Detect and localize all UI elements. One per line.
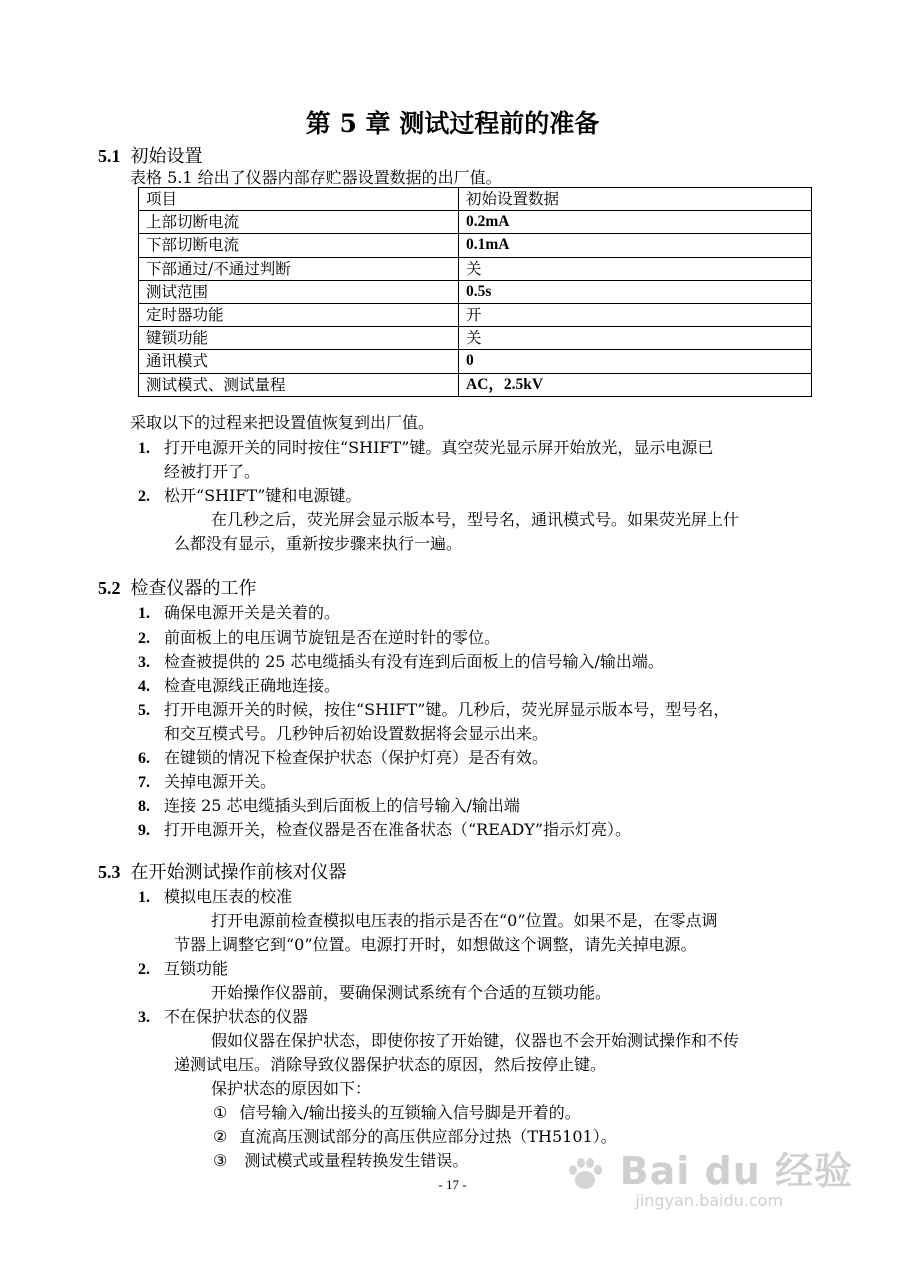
item-number: 2.	[138, 630, 150, 647]
table-header-cell: 初始设置数据	[459, 188, 812, 211]
watermark-url: jingyan.baidu.com	[635, 1191, 784, 1210]
section-number: 5.2	[98, 578, 121, 598]
table-cell: AC，2.5kV	[459, 373, 812, 396]
list-item	[138, 435, 713, 458]
list-item	[138, 697, 729, 720]
item-text: 打开电源开关，检查仪器是否在准备状态（“READY”指示灯亮）。	[164, 820, 632, 839]
table-header-cell: 项目	[139, 188, 459, 211]
table-row	[139, 373, 812, 396]
paw-icon	[565, 1156, 605, 1192]
table-row	[139, 211, 812, 234]
list-item	[138, 956, 228, 979]
table-cell: 上部切断电流	[139, 211, 459, 234]
section-number: 5.3	[98, 862, 121, 882]
note-paragraph: 在几秒之后，荧光屏会显示版本号，型号名，通讯模式号。如果荧光屏上什	[211, 510, 740, 529]
item-number: 4.	[138, 678, 150, 695]
reason-text: 信号输入/输出接头的互锁输入信号脚是开着的。	[239, 1103, 581, 1122]
item-text: 互锁功能	[164, 959, 229, 978]
section-5-2-heading	[98, 574, 257, 600]
reason-item	[213, 1124, 617, 1147]
table-cell: 0	[459, 350, 812, 373]
list-item	[138, 745, 548, 768]
item-text: 模拟电压表的校准	[164, 887, 293, 906]
note-paragraph: 保护状态的原因如下：	[211, 1079, 372, 1098]
list-item	[138, 673, 340, 696]
item-continuation: 和交互模式号。几秒钟后初始设置数据将会显示出来。	[164, 724, 549, 743]
section-title: 在开始测试操作前核对仪器	[130, 862, 347, 883]
item-number: 3.	[138, 1009, 150, 1026]
note-paragraph: 节器上调整它到“0”位置。电源打开时，如想做这个调整，请先关掉电源。	[174, 935, 697, 954]
item-continuation: 经被打开了。	[164, 462, 261, 481]
table-cell: 开	[459, 303, 812, 326]
reason-text: 直流高压测试部分的高压供应部分过热（TH5101）。	[239, 1127, 617, 1146]
table-cell: 0.1mA	[459, 234, 812, 257]
item-text: 检查被提供的 25 芯电缆插头有没有连到后面板上的信号输入/输出端。	[164, 652, 664, 671]
item-text: 连接 25 芯电缆插头到后面板上的信号输入/输出端	[164, 796, 520, 815]
list-item	[138, 625, 500, 648]
list-item	[138, 649, 664, 672]
item-number: 5.	[138, 702, 150, 719]
table-row	[139, 303, 812, 326]
table-intro: 表格 5.1 给出了仪器内部存贮器设置数据的出厂值。	[130, 168, 502, 187]
table-row	[139, 327, 812, 350]
item-text: 松开“SHIFT”键和电源键。	[164, 486, 362, 505]
watermark-text: Bai du 经验	[619, 1149, 853, 1193]
note-paragraph: 么都没有显示，重新按步骤来执行一遍。	[174, 534, 463, 553]
item-number: 2.	[138, 961, 150, 978]
item-text: 确保电源开关是关着的。	[164, 603, 341, 622]
reason-marker: ③	[213, 1151, 228, 1170]
item-number: 1.	[138, 889, 150, 906]
reason-item	[213, 1100, 581, 1123]
watermark-logo	[565, 1140, 853, 1195]
reason-item	[213, 1148, 468, 1171]
table-cell: 0.2mA	[459, 211, 812, 234]
item-text: 关掉电源开关。	[164, 772, 277, 791]
table-cell: 关	[459, 327, 812, 350]
item-text: 打开电源开关的时候，按住“SHIFT”键。几秒后，荧光屏显示版本号，型号名，	[164, 700, 730, 719]
note-paragraph: 递测试电压。消除导致仪器保护状态的原因，然后按停止键。	[174, 1055, 607, 1074]
list-item	[138, 483, 361, 506]
list-item	[138, 769, 276, 792]
restore-intro: 采取以下的过程来把设置值恢复到出厂值。	[130, 413, 435, 432]
table-cell: 测试范围	[139, 280, 459, 303]
baidu-watermark	[565, 1140, 853, 1210]
item-number: 7.	[138, 774, 150, 791]
table-cell: 下部切断电流	[139, 234, 459, 257]
section-title: 初始设置	[130, 146, 203, 167]
section-5-3-heading	[98, 858, 347, 884]
list-item	[138, 1004, 308, 1027]
chapter-title: 第 5 章 测试过程前的准备	[305, 109, 600, 138]
table-cell: 下部通过/不通过判断	[139, 257, 459, 280]
item-number: 8.	[138, 798, 150, 815]
item-text: 打开电源开关的同时按住“SHIFT”键。真空荧光显示屏开始放光，显示电源已	[164, 438, 714, 457]
section-title: 检查仪器的工作	[130, 578, 257, 599]
reason-text: 测试模式或量程转换发生错误。	[239, 1151, 469, 1170]
table-cell: 键锁功能	[139, 327, 459, 350]
item-number: 1.	[138, 440, 150, 457]
item-number: 6.	[138, 750, 150, 767]
item-number: 1.	[138, 605, 150, 622]
table-row	[139, 350, 812, 373]
table-row	[139, 257, 812, 280]
note-paragraph: 假如仪器在保护状态，即使你按了开始键，仪器也不会开始测试操作和不传	[211, 1031, 740, 1050]
initial-settings-table	[138, 187, 812, 397]
note-paragraph: 开始操作仪器前，要确保测试系统有个合适的互锁功能。	[211, 983, 612, 1002]
list-item	[138, 793, 520, 816]
table-row	[139, 234, 812, 257]
section-number: 5.1	[98, 146, 121, 166]
table-cell: 定时器功能	[139, 303, 459, 326]
table-row	[139, 280, 812, 303]
item-text: 不在保护状态的仪器	[164, 1007, 309, 1026]
list-item	[138, 884, 292, 907]
table-cell: 通讯模式	[139, 350, 459, 373]
list-item	[138, 600, 340, 623]
reason-marker: ①	[213, 1103, 228, 1122]
page-number: - 17 -	[438, 1177, 467, 1192]
item-number: 2.	[138, 488, 150, 505]
note-paragraph: 打开电源前检查模拟电压表的指示是否在“0”位置。如果不是，在零点调	[211, 911, 718, 930]
table-cell: 关	[459, 257, 812, 280]
item-text: 前面板上的电压调节旋钮是否在逆时针的零位。	[164, 628, 501, 647]
item-text: 检查电源线正确地连接。	[164, 676, 341, 695]
table-cell: 测试模式、测试量程	[139, 373, 459, 396]
item-text: 在键锁的情况下检查保护状态（保护灯亮）是否有效。	[164, 748, 549, 767]
list-item	[138, 817, 631, 840]
table-cell: 0.5s	[459, 280, 812, 303]
reason-marker: ②	[213, 1127, 228, 1146]
item-number: 3.	[138, 654, 150, 671]
item-number: 9.	[138, 822, 150, 839]
table-header-row	[139, 188, 812, 211]
